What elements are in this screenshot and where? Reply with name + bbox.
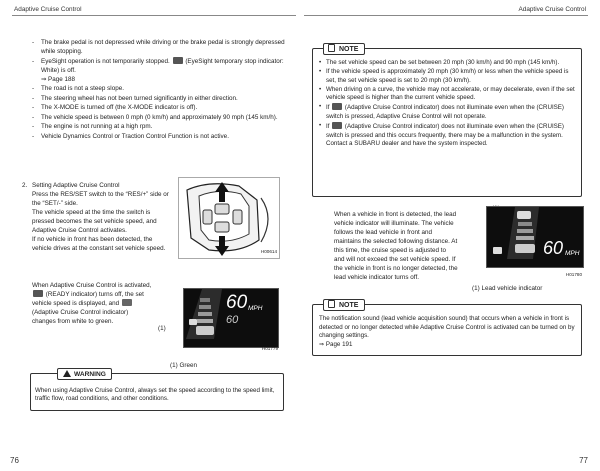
paragraph: Press the RES/SET switch to the “RES/+” side or the “SET/-” side. (32, 191, 169, 207)
section-setting (22, 181, 172, 253)
figure-caption: (1) Lead vehicle indicator (472, 285, 543, 292)
note-icon (328, 44, 335, 52)
paragraph-text: (READY indicator) turns off, the set vehicle speed is displayed, and (32, 291, 144, 307)
section-title: Setting Adaptive Cruise Control (32, 182, 120, 189)
list-item: • The set vehicle speed can be set between 20 mph (30 km/h) and 90 mph (145 km/h). (319, 59, 576, 68)
page-number-right: 77 (579, 456, 588, 465)
section-number: 2. (22, 182, 28, 189)
steering-switch-figure (178, 177, 280, 259)
running-header-right: Adaptive Cruise Control (518, 6, 586, 13)
display-figure-green (156, 286, 280, 366)
list-item: - The vehicle speed is between 0 mph (0 km/h) and approximately 90 mph (145 km/h). (30, 113, 292, 122)
list-item: - The steering wheel has not been turned significantly in either direction. (30, 94, 292, 103)
running-header-left: Adaptive Cruise Control (14, 6, 82, 13)
note-list (319, 59, 576, 149)
list-item-text: (Adaptive Cruise Control indicator) does not illuminate even when the (CRUISE) switch is pressed, Adaptive Cruise Control will not operate. (326, 104, 564, 121)
page-reference: ⇒ Page 188 (41, 75, 75, 83)
note-text: The notification sound (lead vehicle acquisition sound) that occurs when a vehicle in front is detected or no longer detected while Adaptive Cruise Control is activated can be turned on by changing settings. (319, 315, 575, 340)
paragraph-text: When Adaptive Cruise Control is activated, (32, 282, 152, 289)
list-item: - The X-MODE is turned off (the X-MODE indicator is off). (30, 103, 292, 112)
list-item-text: (EyeSight temporary stop indicator: White) is off. (41, 57, 284, 74)
acc-indicator-icon (332, 122, 342, 129)
display-figure-lead-vehicle (462, 198, 584, 280)
lead-vehicle-paragraph: When a vehicle in front is detected, the lead vehicle indicator will illuminate. The vehicle follows the lead vehicle in front and maintains the selected following distance. At this time, the cruise speed is adjusted to and will not exceed the set vehicle speed. If the vehicle in front is no longer detected, the lead vehicle indicator turns off. (334, 211, 458, 281)
header-rule-left (12, 15, 296, 16)
note-box (312, 304, 582, 356)
figure-code: H01780 (565, 272, 582, 277)
list-item: - Vehicle Dynamics Control or Traction Control Function is not active. (30, 132, 292, 141)
activation-paragraph (32, 281, 152, 326)
conditions-list (30, 38, 292, 141)
paragraph-text: (Adaptive Cruise Control indicator) changes from white to green. (32, 309, 129, 325)
current-speed-value: 60 (226, 314, 239, 326)
warning-box (30, 373, 284, 411)
list-item-text: (Adaptive Cruise Control indicator) does not illuminate even when the (CRUISE) switch is pressed and this occurs frequently, there may be a malfunction in the system. Contact a SUBARU dealer and have the system inspected. (326, 123, 564, 148)
warning-triangle-icon (63, 370, 71, 377)
list-item: - The engine is not running at a high rpm. (30, 122, 292, 131)
paragraph: If no vehicle in front has been detected, the vehicle drives at the constant set vehicle speed. (32, 236, 166, 252)
figure-code: H01779 (261, 346, 278, 351)
page-number-left: 76 (10, 456, 19, 465)
figure-code: H00614 (260, 249, 277, 254)
warning-text: When using Adaptive Cruise Control, always set the speed according to the speed limit, traffic flow, road conditions, and other conditions. (35, 387, 275, 402)
ready-indicator-icon (33, 290, 43, 297)
list-item-text: If (326, 104, 330, 112)
note-label-text: NOTE (339, 302, 359, 309)
callout-label: (1) (158, 325, 166, 332)
list-item: • When driving on a curve, the vehicle may not accelerate, or may decelerate, even if the set vehicle speed is higher than the current vehicle speed. (319, 86, 576, 103)
list-item-text: If (326, 123, 330, 131)
speed-unit: MPH (248, 305, 263, 312)
warning-label-text: WARNING (74, 371, 106, 378)
acc-indicator-icon (332, 103, 342, 110)
eyesight-stop-indicator-icon (173, 57, 183, 64)
list-item-text: EyeSight operation is not temporarily stopped. (41, 57, 170, 65)
note-icon (328, 300, 335, 308)
note-label (323, 43, 365, 55)
list-item: - The brake pedal is not depressed while driving or the brake pedal is strongly depressed while stopping. (30, 38, 292, 56)
note-box (312, 48, 582, 197)
page-reference: ⇒ Page 191 (319, 340, 353, 348)
steering-switch-illustration (179, 178, 279, 258)
meter-display (183, 288, 279, 348)
figure-caption: (1) Green (170, 362, 197, 369)
list-item: - The road is not a steep slope. (30, 84, 292, 93)
warning-label (57, 368, 112, 380)
set-speed-value: 60 (226, 292, 248, 313)
note-label-text: NOTE (339, 46, 359, 53)
speed-unit: MPH (565, 250, 580, 257)
paragraph: The vehicle speed at the time the switch is pressed becomes the set vehicle speed, and Adaptive Cruise Control activates. (32, 209, 157, 234)
acc-indicator-icon (122, 299, 132, 306)
header-rule-right (304, 15, 588, 16)
set-speed-value: 60 (543, 238, 564, 258)
list-item (30, 57, 292, 84)
meter-graphic (487, 207, 583, 267)
note-label (323, 299, 365, 311)
list-item (319, 122, 576, 149)
meter-display (486, 206, 584, 268)
list-item: • If the vehicle speed is approximately 20 mph (30 km/h) or less when the vehicle speed is set, the set vehicle speed is set to 20 mph (30 km/h). (319, 68, 576, 85)
list-item (319, 103, 576, 121)
